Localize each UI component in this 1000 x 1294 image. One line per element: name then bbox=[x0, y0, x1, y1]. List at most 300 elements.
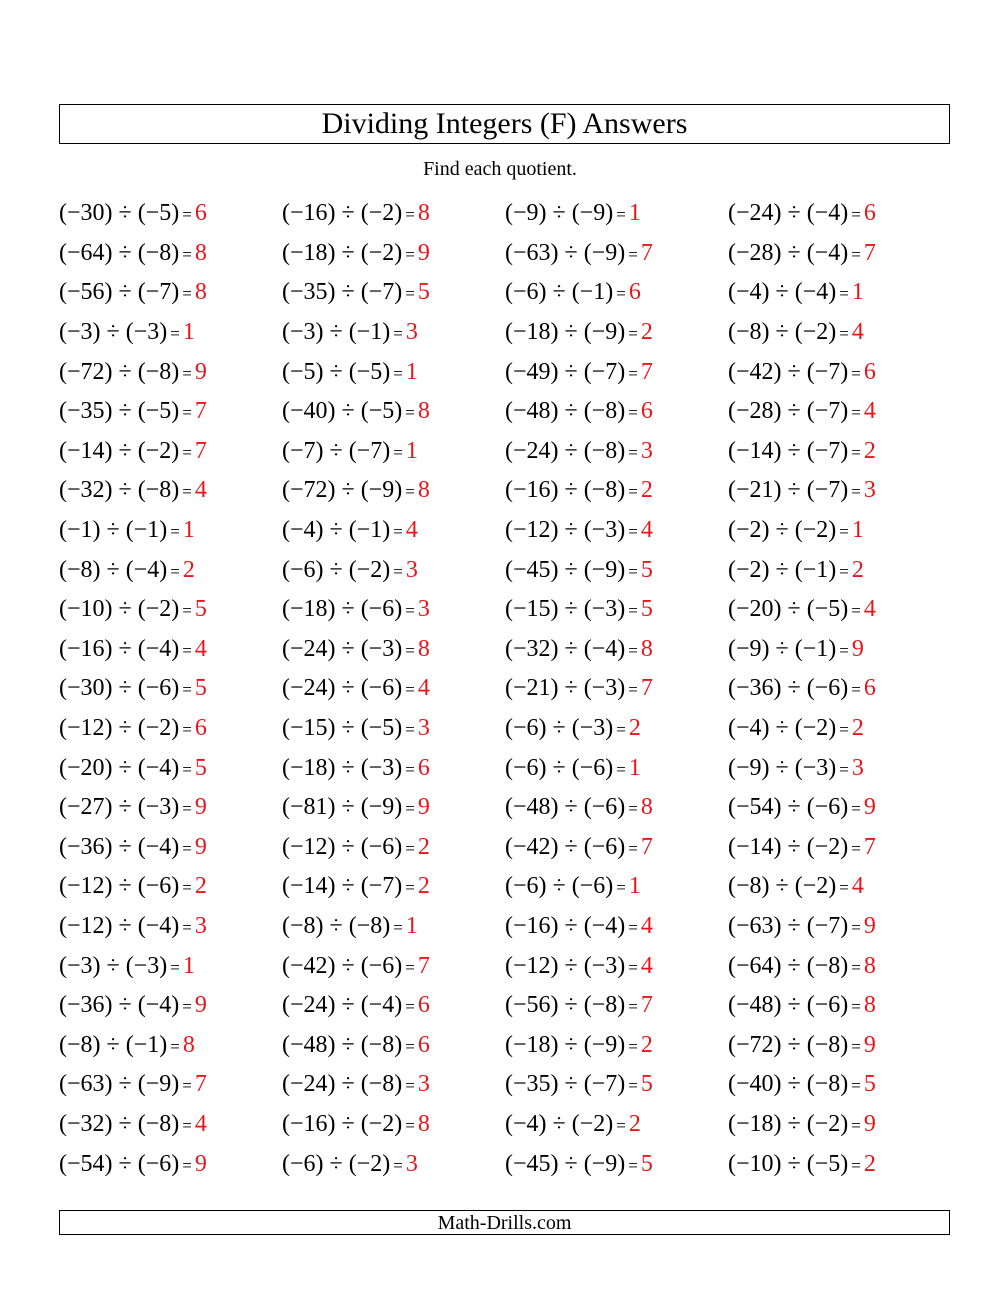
problem bbox=[282, 1111, 505, 1138]
problem bbox=[505, 319, 728, 346]
equals-sign: = bbox=[839, 324, 849, 344]
equals-sign: = bbox=[405, 997, 415, 1017]
problem-expression: (−54) ÷ (−6) bbox=[728, 794, 849, 821]
equals-sign: = bbox=[839, 284, 849, 304]
problem-expression: (−1) ÷ (−1) bbox=[59, 517, 168, 544]
problem bbox=[505, 1111, 728, 1138]
equals-sign: = bbox=[182, 838, 192, 858]
answer: 4 bbox=[405, 517, 418, 544]
problem bbox=[282, 438, 505, 465]
problem-expression: (−64) ÷ (−8) bbox=[59, 239, 180, 266]
problem-row bbox=[59, 392, 959, 432]
problem bbox=[59, 279, 282, 306]
problem-row bbox=[59, 1065, 959, 1105]
answer: 3 bbox=[417, 715, 430, 742]
problem bbox=[505, 794, 728, 821]
equals-sign: = bbox=[393, 1155, 403, 1175]
answer: 9 bbox=[851, 635, 864, 662]
problem bbox=[728, 596, 951, 623]
answer: 7 bbox=[194, 398, 207, 425]
equals-sign: = bbox=[851, 363, 861, 383]
answer: 2 bbox=[417, 833, 430, 860]
problem bbox=[728, 953, 951, 980]
equals-sign: = bbox=[628, 1036, 638, 1056]
answer: 6 bbox=[863, 200, 876, 227]
answer: 1 bbox=[182, 952, 195, 979]
equals-sign: = bbox=[393, 363, 403, 383]
equals-sign: = bbox=[182, 680, 192, 700]
footer-box bbox=[59, 1210, 950, 1235]
equals-sign: = bbox=[182, 244, 192, 264]
problem bbox=[282, 715, 505, 742]
answer: 4 bbox=[640, 952, 653, 979]
problem-row bbox=[59, 471, 959, 511]
problem bbox=[505, 873, 728, 900]
problem-expression: (−16) ÷ (−2) bbox=[282, 200, 403, 227]
problem bbox=[728, 1071, 951, 1098]
problem bbox=[505, 557, 728, 584]
problem-expression: (−3) ÷ (−1) bbox=[282, 319, 391, 346]
equals-sign: = bbox=[628, 324, 638, 344]
problem-expression: (−10) ÷ (−5) bbox=[728, 1150, 849, 1177]
problem-expression: (−8) ÷ (−4) bbox=[59, 556, 168, 583]
problem-expression: (−42) ÷ (−6) bbox=[505, 833, 626, 860]
equals-sign: = bbox=[851, 799, 861, 819]
problem-expression: (−6) ÷ (−3) bbox=[505, 715, 614, 742]
equals-sign: = bbox=[182, 640, 192, 660]
answer: 7 bbox=[640, 833, 653, 860]
answer: 8 bbox=[640, 794, 653, 821]
problem-expression: (−49) ÷ (−7) bbox=[505, 358, 626, 385]
problem-expression: (−48) ÷ (−8) bbox=[282, 1031, 403, 1058]
problem bbox=[505, 477, 728, 504]
equals-sign: = bbox=[405, 244, 415, 264]
problem-expression: (−3) ÷ (−3) bbox=[59, 319, 168, 346]
problem-expression: (−48) ÷ (−8) bbox=[505, 398, 626, 425]
problem-expression: (−30) ÷ (−6) bbox=[59, 675, 180, 702]
answer: 7 bbox=[194, 437, 207, 464]
problem bbox=[59, 675, 282, 702]
equals-sign: = bbox=[628, 363, 638, 383]
problem bbox=[282, 636, 505, 663]
problem-expression: (−18) ÷ (−2) bbox=[282, 239, 403, 266]
problem-expression: (−24) ÷ (−4) bbox=[282, 992, 403, 1019]
problem-expression: (−8) ÷ (−2) bbox=[728, 873, 837, 900]
equals-sign: = bbox=[839, 759, 849, 779]
problem-expression: (−15) ÷ (−3) bbox=[505, 596, 626, 623]
problem bbox=[728, 200, 951, 227]
equals-sign: = bbox=[393, 324, 403, 344]
equals-sign: = bbox=[405, 403, 415, 423]
problem-expression: (−18) ÷ (−9) bbox=[505, 1031, 626, 1058]
answer: 8 bbox=[863, 952, 876, 979]
equals-sign: = bbox=[851, 1036, 861, 1056]
problem bbox=[505, 517, 728, 544]
equals-sign: = bbox=[405, 1115, 415, 1135]
equals-sign: = bbox=[405, 799, 415, 819]
problem bbox=[728, 319, 951, 346]
problem-expression: (−63) ÷ (−7) bbox=[728, 912, 849, 939]
equals-sign: = bbox=[628, 522, 638, 542]
problem-row bbox=[59, 1144, 959, 1184]
problem-expression: (−45) ÷ (−9) bbox=[505, 556, 626, 583]
problem-expression: (−16) ÷ (−4) bbox=[59, 635, 180, 662]
problem bbox=[505, 359, 728, 386]
problem bbox=[505, 438, 728, 465]
answer: 8 bbox=[182, 1031, 195, 1058]
equals-sign: = bbox=[405, 720, 415, 740]
answer: 1 bbox=[628, 873, 641, 900]
answer: 1 bbox=[405, 437, 418, 464]
problem-expression: (−12) ÷ (−4) bbox=[59, 912, 180, 939]
problem bbox=[282, 913, 505, 940]
problem-row bbox=[59, 828, 959, 868]
problem-expression: (−16) ÷ (−8) bbox=[505, 477, 626, 504]
equals-sign: = bbox=[616, 284, 626, 304]
problem-row bbox=[59, 669, 959, 709]
answer: 9 bbox=[863, 912, 876, 939]
equals-sign: = bbox=[182, 799, 192, 819]
problem-expression: (−81) ÷ (−9) bbox=[282, 794, 403, 821]
equals-sign: = bbox=[405, 680, 415, 700]
equals-sign: = bbox=[393, 442, 403, 462]
answer: 4 bbox=[194, 477, 207, 504]
problem-expression: (−28) ÷ (−7) bbox=[728, 398, 849, 425]
problem bbox=[282, 1032, 505, 1059]
problem-expression: (−45) ÷ (−9) bbox=[505, 1150, 626, 1177]
equals-sign: = bbox=[182, 759, 192, 779]
equals-sign: = bbox=[839, 640, 849, 660]
problem-expression: (−18) ÷ (−9) bbox=[505, 319, 626, 346]
equals-sign: = bbox=[628, 957, 638, 977]
answer: 1 bbox=[851, 279, 864, 306]
problem-expression: (−18) ÷ (−2) bbox=[728, 1110, 849, 1137]
problem-expression: (−12) ÷ (−6) bbox=[59, 873, 180, 900]
equals-sign: = bbox=[405, 878, 415, 898]
problem bbox=[728, 240, 951, 267]
answer: 4 bbox=[194, 1110, 207, 1137]
problem-expression: (−14) ÷ (−2) bbox=[728, 833, 849, 860]
problem-expression: (−20) ÷ (−4) bbox=[59, 754, 180, 781]
answer: 5 bbox=[194, 596, 207, 623]
equals-sign: = bbox=[628, 799, 638, 819]
problem-row bbox=[59, 1105, 959, 1145]
problem-expression: (−4) ÷ (−1) bbox=[282, 517, 391, 544]
problem-expression: (−16) ÷ (−2) bbox=[282, 1110, 403, 1137]
answer: 5 bbox=[417, 279, 430, 306]
answer: 9 bbox=[194, 992, 207, 1019]
equals-sign: = bbox=[405, 284, 415, 304]
problem-expression: (−9) ÷ (−3) bbox=[728, 754, 837, 781]
answer: 6 bbox=[628, 279, 641, 306]
problem-row bbox=[59, 352, 959, 392]
answer: 8 bbox=[194, 279, 207, 306]
problem bbox=[59, 953, 282, 980]
problem-row bbox=[59, 432, 959, 472]
equals-sign: = bbox=[851, 680, 861, 700]
answer: 6 bbox=[640, 398, 653, 425]
answer: 4 bbox=[863, 596, 876, 623]
problem bbox=[282, 755, 505, 782]
equals-sign: = bbox=[839, 522, 849, 542]
equals-sign: = bbox=[405, 1076, 415, 1096]
problem bbox=[59, 1032, 282, 1059]
problem-expression: (−28) ÷ (−4) bbox=[728, 239, 849, 266]
problem-row bbox=[59, 709, 959, 749]
answer: 1 bbox=[182, 517, 195, 544]
problem-row bbox=[59, 867, 959, 907]
problem-expression: (−24) ÷ (−4) bbox=[728, 200, 849, 227]
problem bbox=[728, 438, 951, 465]
problem-expression: (−24) ÷ (−8) bbox=[282, 1071, 403, 1098]
answer: 3 bbox=[194, 912, 207, 939]
problem-expression: (−24) ÷ (−6) bbox=[282, 675, 403, 702]
problem bbox=[59, 596, 282, 623]
answer: 8 bbox=[417, 200, 430, 227]
problem-expression: (−36) ÷ (−4) bbox=[59, 992, 180, 1019]
answer: 6 bbox=[417, 992, 430, 1019]
problem bbox=[505, 1071, 728, 1098]
problem-expression: (−56) ÷ (−8) bbox=[505, 992, 626, 1019]
problem bbox=[59, 1111, 282, 1138]
answer: 9 bbox=[863, 794, 876, 821]
problem bbox=[282, 596, 505, 623]
problem bbox=[59, 240, 282, 267]
equals-sign: = bbox=[182, 997, 192, 1017]
answer: 5 bbox=[640, 1150, 653, 1177]
answer: 7 bbox=[640, 239, 653, 266]
equals-sign: = bbox=[616, 205, 626, 225]
problem bbox=[728, 913, 951, 940]
problem bbox=[282, 873, 505, 900]
problem-row bbox=[59, 234, 959, 274]
equals-sign: = bbox=[851, 1076, 861, 1096]
equals-sign: = bbox=[182, 403, 192, 423]
answer: 3 bbox=[405, 1150, 418, 1177]
equals-sign: = bbox=[405, 838, 415, 858]
answer: 2 bbox=[863, 1150, 876, 1177]
problem-expression: (−18) ÷ (−3) bbox=[282, 754, 403, 781]
equals-sign: = bbox=[170, 1036, 180, 1056]
equals-sign: = bbox=[628, 1155, 638, 1175]
answer: 3 bbox=[417, 1071, 430, 1098]
problem bbox=[505, 240, 728, 267]
problem-expression: (−35) ÷ (−7) bbox=[282, 279, 403, 306]
equals-sign: = bbox=[182, 205, 192, 225]
problem-expression: (−21) ÷ (−3) bbox=[505, 675, 626, 702]
equals-sign: = bbox=[839, 720, 849, 740]
problem-expression: (−36) ÷ (−6) bbox=[728, 675, 849, 702]
answer: 6 bbox=[417, 1031, 430, 1058]
answer: 1 bbox=[405, 912, 418, 939]
equals-sign: = bbox=[628, 482, 638, 502]
problem-expression: (−27) ÷ (−3) bbox=[59, 794, 180, 821]
problem bbox=[59, 755, 282, 782]
answer: 2 bbox=[628, 715, 641, 742]
equals-sign: = bbox=[628, 403, 638, 423]
equals-sign: = bbox=[851, 1115, 861, 1135]
answer: 8 bbox=[417, 1110, 430, 1137]
problem-expression: (−16) ÷ (−4) bbox=[505, 912, 626, 939]
problem bbox=[728, 675, 951, 702]
answer: 9 bbox=[194, 833, 207, 860]
answer: 2 bbox=[640, 477, 653, 504]
problem bbox=[59, 913, 282, 940]
problem bbox=[282, 359, 505, 386]
problem bbox=[59, 477, 282, 504]
problem-expression: (−8) ÷ (−8) bbox=[282, 912, 391, 939]
answer: 1 bbox=[628, 754, 641, 781]
equals-sign: = bbox=[182, 878, 192, 898]
answer: 6 bbox=[194, 715, 207, 742]
equals-sign: = bbox=[182, 482, 192, 502]
problem bbox=[282, 834, 505, 861]
problem bbox=[282, 953, 505, 980]
problem-expression: (−7) ÷ (−7) bbox=[282, 437, 391, 464]
answer: 5 bbox=[640, 596, 653, 623]
equals-sign: = bbox=[405, 601, 415, 621]
problem-row bbox=[59, 511, 959, 551]
problem bbox=[505, 834, 728, 861]
problem bbox=[282, 557, 505, 584]
equals-sign: = bbox=[628, 997, 638, 1017]
answer: 3 bbox=[863, 477, 876, 504]
problem-expression: (−4) ÷ (−2) bbox=[728, 715, 837, 742]
equals-sign: = bbox=[405, 759, 415, 779]
problem-expression: (−14) ÷ (−7) bbox=[728, 437, 849, 464]
problem bbox=[282, 319, 505, 346]
equals-sign: = bbox=[393, 522, 403, 542]
answer: 4 bbox=[194, 635, 207, 662]
problem-row bbox=[59, 194, 959, 234]
problem bbox=[728, 398, 951, 425]
answer: 5 bbox=[194, 675, 207, 702]
problem-expression: (−10) ÷ (−2) bbox=[59, 596, 180, 623]
equals-sign: = bbox=[839, 878, 849, 898]
problem-row bbox=[59, 590, 959, 630]
problem-row bbox=[59, 313, 959, 353]
problem-expression: (−18) ÷ (−6) bbox=[282, 596, 403, 623]
equals-sign: = bbox=[616, 1115, 626, 1135]
problem bbox=[59, 636, 282, 663]
answer: 3 bbox=[405, 319, 418, 346]
problem-expression: (−24) ÷ (−3) bbox=[282, 635, 403, 662]
answer: 8 bbox=[417, 398, 430, 425]
problem bbox=[728, 834, 951, 861]
answer: 6 bbox=[863, 675, 876, 702]
answer: 3 bbox=[417, 596, 430, 623]
answer: 3 bbox=[851, 754, 864, 781]
problem-expression: (−30) ÷ (−5) bbox=[59, 200, 180, 227]
answer: 1 bbox=[405, 358, 418, 385]
equals-sign: = bbox=[182, 363, 192, 383]
answer: 9 bbox=[863, 1031, 876, 1058]
problem-expression: (−24) ÷ (−8) bbox=[505, 437, 626, 464]
problem bbox=[59, 359, 282, 386]
answer: 4 bbox=[640, 517, 653, 544]
equals-sign: = bbox=[182, 917, 192, 937]
problem bbox=[59, 794, 282, 821]
problem bbox=[505, 755, 728, 782]
problem bbox=[59, 200, 282, 227]
problem bbox=[282, 1071, 505, 1098]
problem-expression: (−72) ÷ (−8) bbox=[59, 358, 180, 385]
problem-expression: (−8) ÷ (−2) bbox=[728, 319, 837, 346]
problem-expression: (−12) ÷ (−3) bbox=[505, 517, 626, 544]
equals-sign: = bbox=[616, 720, 626, 740]
problem-expression: (−6) ÷ (−6) bbox=[505, 754, 614, 781]
equals-sign: = bbox=[182, 1115, 192, 1135]
problem-expression: (−32) ÷ (−4) bbox=[505, 635, 626, 662]
answer: 2 bbox=[417, 873, 430, 900]
answer: 7 bbox=[417, 952, 430, 979]
equals-sign: = bbox=[405, 957, 415, 977]
equals-sign: = bbox=[851, 442, 861, 462]
problem-expression: (−35) ÷ (−5) bbox=[59, 398, 180, 425]
equals-sign: = bbox=[182, 1076, 192, 1096]
problem-expression: (−48) ÷ (−6) bbox=[728, 992, 849, 1019]
equals-sign: = bbox=[628, 244, 638, 264]
equals-sign: = bbox=[393, 917, 403, 937]
problem bbox=[59, 398, 282, 425]
answer: 7 bbox=[194, 1071, 207, 1098]
equals-sign: = bbox=[170, 522, 180, 542]
answer: 1 bbox=[851, 517, 864, 544]
equals-sign: = bbox=[393, 561, 403, 581]
answer: 2 bbox=[628, 1110, 641, 1137]
equals-sign: = bbox=[851, 403, 861, 423]
problem-expression: (−42) ÷ (−6) bbox=[282, 952, 403, 979]
problem-expression: (−4) ÷ (−4) bbox=[728, 279, 837, 306]
problem-expression: (−8) ÷ (−1) bbox=[59, 1031, 168, 1058]
answer: 2 bbox=[194, 873, 207, 900]
problem bbox=[728, 1032, 951, 1059]
answer: 5 bbox=[194, 754, 207, 781]
problem-expression: (−36) ÷ (−4) bbox=[59, 833, 180, 860]
problem-row bbox=[59, 788, 959, 828]
answer: 8 bbox=[640, 635, 653, 662]
problem bbox=[505, 596, 728, 623]
problem-expression: (−9) ÷ (−9) bbox=[505, 200, 614, 227]
equals-sign: = bbox=[628, 1076, 638, 1096]
problem-expression: (−9) ÷ (−1) bbox=[728, 635, 837, 662]
problem-expression: (−6) ÷ (−1) bbox=[505, 279, 614, 306]
problem bbox=[728, 636, 951, 663]
problem-expression: (−6) ÷ (−2) bbox=[282, 1150, 391, 1177]
problem-expression: (−72) ÷ (−8) bbox=[728, 1031, 849, 1058]
answer: 4 bbox=[640, 912, 653, 939]
answer: 8 bbox=[417, 477, 430, 504]
equals-sign: = bbox=[405, 640, 415, 660]
problem bbox=[282, 477, 505, 504]
answer: 9 bbox=[417, 794, 430, 821]
problem bbox=[59, 438, 282, 465]
answer: 7 bbox=[863, 239, 876, 266]
problem bbox=[59, 992, 282, 1019]
problem-expression: (−2) ÷ (−1) bbox=[728, 556, 837, 583]
problem-expression: (−40) ÷ (−8) bbox=[728, 1071, 849, 1098]
problem bbox=[59, 319, 282, 346]
equals-sign: = bbox=[182, 720, 192, 740]
problem bbox=[505, 200, 728, 227]
problem-expression: (−4) ÷ (−2) bbox=[505, 1110, 614, 1137]
equals-sign: = bbox=[851, 244, 861, 264]
equals-sign: = bbox=[628, 838, 638, 858]
equals-sign: = bbox=[628, 442, 638, 462]
equals-sign: = bbox=[405, 1036, 415, 1056]
problem bbox=[505, 279, 728, 306]
equals-sign: = bbox=[628, 640, 638, 660]
